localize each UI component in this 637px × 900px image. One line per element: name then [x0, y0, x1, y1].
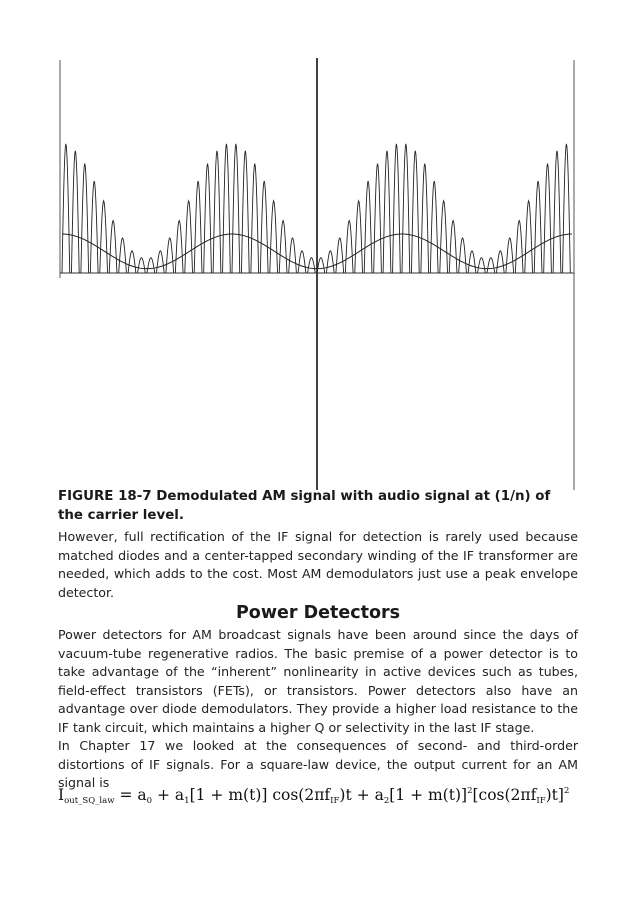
- carrier-half-cycle-43: [459, 238, 467, 273]
- carrier-half-cycle-34: [374, 164, 382, 273]
- carrier-half-cycle-49: [515, 221, 523, 273]
- eq-term2-open: [1 + m(t)]: [389, 786, 468, 804]
- eq-term2-mid: [cos(2πf: [472, 786, 537, 804]
- carrier-half-cycle-26: [298, 251, 306, 273]
- carrier-half-cycle-2: [71, 151, 79, 273]
- carrier-half-cycle-38: [411, 151, 419, 273]
- eq-term2-sub: IF: [536, 796, 546, 806]
- carrier-half-cycle-17: [213, 151, 221, 273]
- paragraph-power-detectors: Power detectors for AM broadcast signals have been around since the days of vacuum-tube regenerative radios. The basic premise of a power detector is to take advantage of the “inherent” nonlinearity in active devices such as tubes, field-effect transistors (FETs), or transistors. Power detectors also have an advantage over diode demodulators. They provide a higher load resistance to the IF tank circuit, which maintains a higher Q or selectivity in the last IF stage.: [58, 627, 578, 735]
- eq-a1: a: [174, 786, 185, 804]
- carrier-half-cycle-29: [326, 251, 334, 273]
- carrier-half-cycle-47: [496, 251, 504, 273]
- carrier-half-cycle-23: [270, 201, 278, 273]
- carrier-half-cycle-24: [279, 221, 287, 273]
- carrier-half-cycle-32: [355, 201, 363, 273]
- eq-term1-open: [1 + m(t)] cos(2πf: [189, 786, 331, 804]
- carrier-half-cycle-10: [147, 258, 155, 273]
- eq-sign: =: [119, 786, 133, 804]
- carrier-half-cycle-31: [345, 221, 353, 273]
- carrier-half-cycle-9: [138, 258, 146, 273]
- carrier-half-cycle-37: [402, 144, 410, 273]
- eq-a2-sub: 2: [383, 796, 390, 806]
- carrier-half-cycle-52: [544, 164, 552, 273]
- carrier-half-cycle-51: [534, 181, 542, 273]
- carrier-half-cycle-6: [109, 221, 117, 273]
- eq-a1-sub: 1: [184, 796, 190, 806]
- carrier-half-cycle-22: [260, 181, 268, 273]
- rectified-carrier-waveform: [62, 144, 570, 273]
- square-law-equation: [58, 786, 588, 820]
- eq-plus-1: +: [156, 786, 170, 804]
- eq-term1-close: )t: [339, 786, 352, 804]
- figure-caption: FIGURE 18-7 Demodulated AM signal with audio signal at (1/n) of the carrier level.: [58, 489, 551, 523]
- carrier-half-cycle-36: [393, 144, 401, 273]
- carrier-half-cycle-4: [90, 181, 98, 273]
- eq-a0-sub: 0: [146, 796, 153, 806]
- carrier-half-cycle-48: [506, 238, 514, 273]
- carrier-half-cycle-40: [430, 181, 438, 273]
- carrier-half-cycle-20: [241, 151, 249, 273]
- eq-term2-sup: 2: [467, 786, 473, 796]
- carrier-half-cycle-7: [119, 238, 127, 273]
- carrier-half-cycle-19: [232, 144, 240, 273]
- eq-lhs: I: [58, 786, 65, 804]
- carrier-half-cycle-28: [317, 258, 325, 273]
- carrier-half-cycle-12: [166, 238, 174, 273]
- carrier-half-cycle-39: [421, 164, 429, 273]
- carrier-half-cycle-14: [185, 201, 193, 273]
- carrier-half-cycle-35: [383, 151, 391, 273]
- eq-term2-sup2: 2: [563, 786, 570, 796]
- carrier-half-cycle-8: [128, 251, 136, 273]
- carrier-half-cycle-5: [100, 201, 108, 273]
- carrier-half-cycle-1: [62, 144, 70, 273]
- paragraph-rectification: However, full rectification of the IF signal for detection is rarely used because matched diodes and a center-tapped secondary winding of the IF transformer are needed, which adds to the cost. Most AM demodulators just use a peak envelope detector.: [58, 529, 578, 600]
- eq-a0: a: [137, 786, 147, 804]
- carrier-half-cycle-3: [81, 164, 89, 273]
- eq-a2: a: [374, 786, 384, 804]
- eq-term2-close: )t]: [545, 786, 564, 804]
- am-demodulated-signal-figure: [58, 58, 578, 490]
- carrier-half-cycle-21: [251, 164, 259, 273]
- carrier-half-cycle-27: [308, 258, 316, 273]
- carrier-half-cycle-18: [223, 144, 231, 273]
- eq-term1-sub: IF: [330, 796, 340, 806]
- carrier-half-cycle-44: [468, 251, 476, 273]
- carrier-half-cycle-41: [440, 201, 448, 273]
- section-heading-power-detectors: Power Detectors: [235, 603, 401, 623]
- carrier-half-cycle-16: [204, 164, 212, 273]
- eq-plus-2: +: [356, 786, 370, 804]
- carrier-half-cycle-13: [175, 221, 183, 273]
- carrier-half-cycle-25: [289, 238, 297, 273]
- carrier-half-cycle-46: [487, 258, 495, 273]
- carrier-half-cycle-42: [449, 221, 457, 273]
- waveform-plot: [58, 58, 578, 490]
- carrier-half-cycle-15: [194, 181, 202, 273]
- carrier-half-cycle-11: [156, 251, 164, 273]
- eq-lhs-subscript: out_SQ_law: [64, 796, 115, 806]
- paragraph-square-law: In Chapter 17 we looked at the consequences of second- and third-order distortions of IF signals. For a square-law device, the output current for an AM signal is: [58, 738, 578, 790]
- carrier-half-cycle-33: [364, 181, 372, 273]
- carrier-half-cycle-50: [525, 201, 533, 273]
- carrier-half-cycle-45: [478, 258, 486, 273]
- carrier-half-cycle-54: [563, 144, 571, 273]
- carrier-half-cycle-30: [336, 238, 344, 273]
- carrier-half-cycle-53: [553, 151, 561, 273]
